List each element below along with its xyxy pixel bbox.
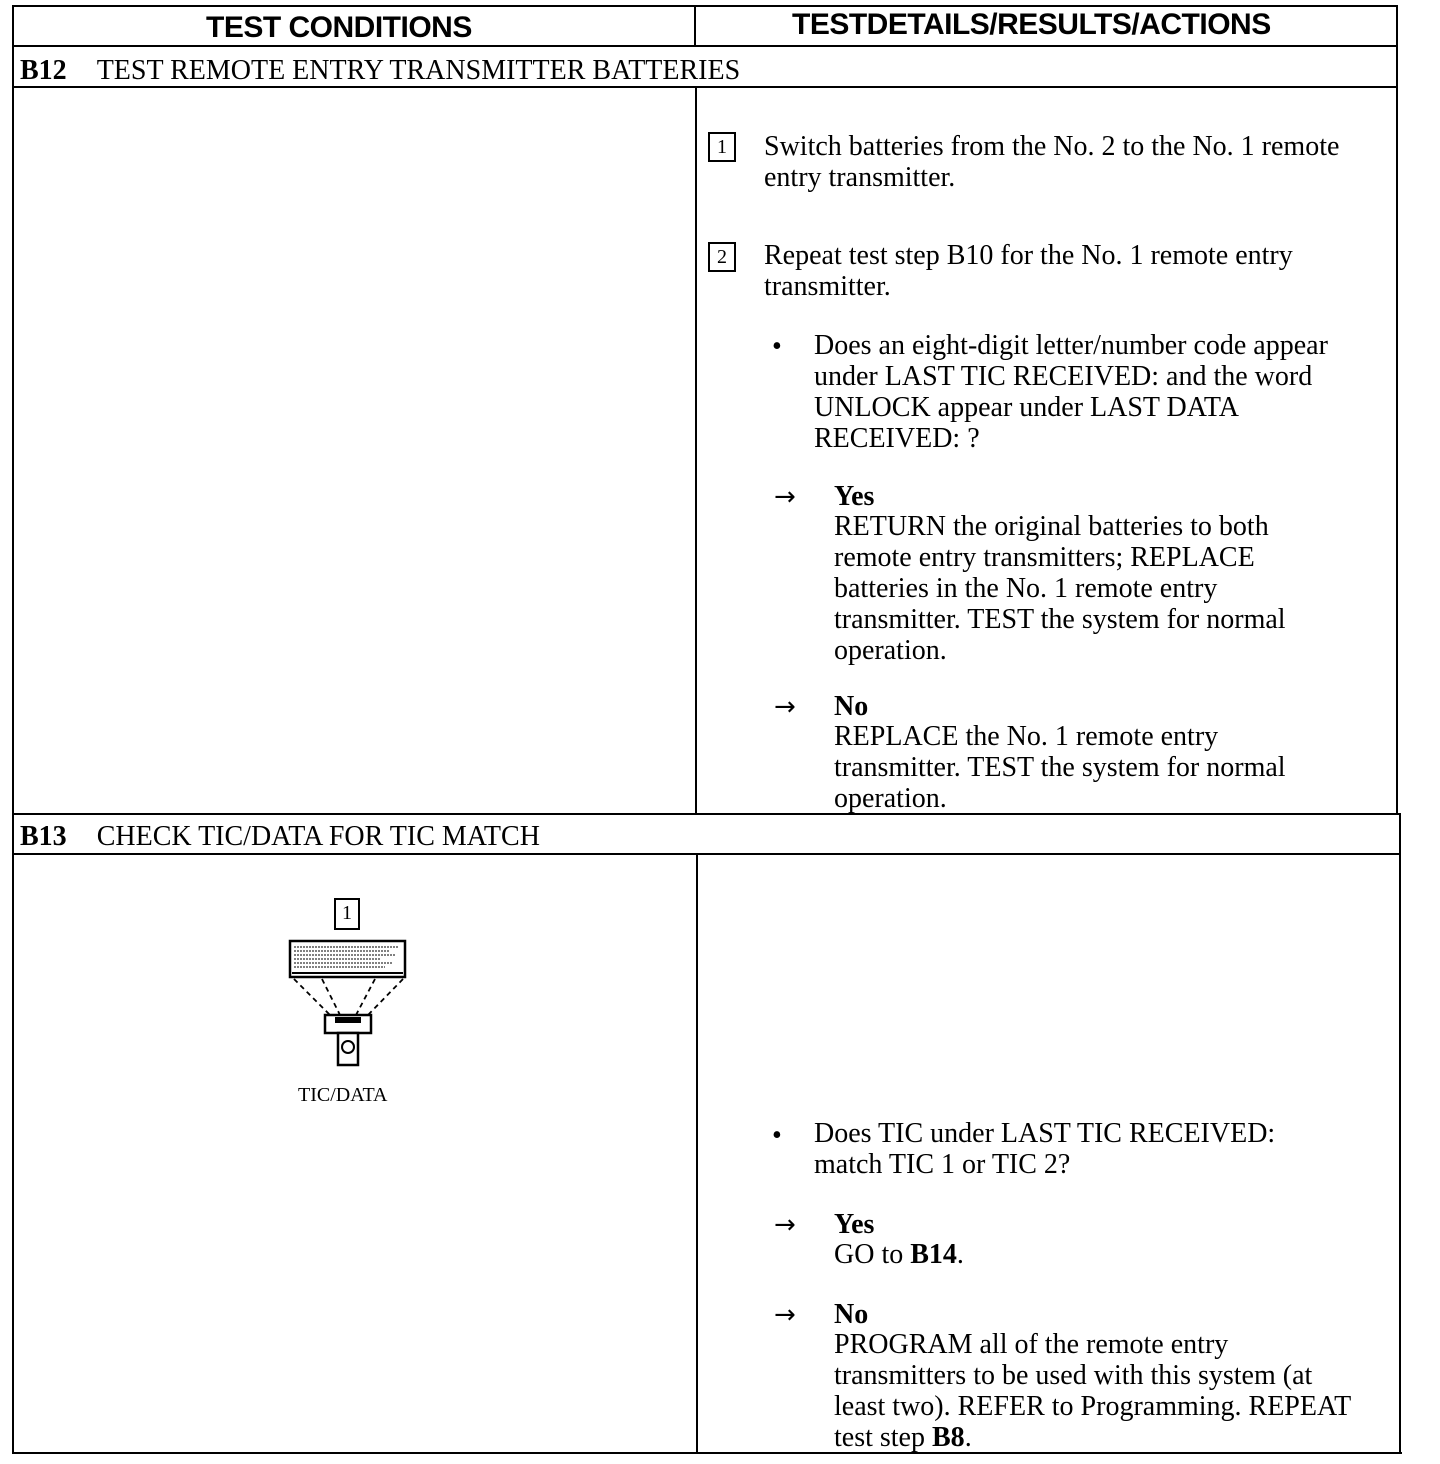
b13-yes-label: Yes bbox=[834, 1209, 875, 1240]
column-divider-b13 bbox=[696, 853, 698, 1454]
b12-yes-text: RETURN the original batteries to both remote entry transmitters; REPLACE batteries in the No. 1 remote entry transmitter. TEST the system for normal operation. bbox=[834, 511, 1286, 666]
b13-question-bullet: • bbox=[772, 1120, 782, 1151]
header-test-conditions: TEST CONDITIONS bbox=[206, 11, 472, 44]
b12-question-bullet: • bbox=[772, 331, 782, 362]
b13-diagram-caption: TIC/DATA bbox=[298, 1084, 388, 1106]
b12-step2-number-box: 2 bbox=[708, 242, 736, 272]
b13-no-label: No bbox=[834, 1299, 869, 1330]
column-divider-b12 bbox=[695, 86, 697, 815]
b12-no-text: REPLACE the No. 1 remote entry transmitter. TEST the system for normal operation. bbox=[834, 721, 1286, 814]
b13-title-bottom-border bbox=[12, 853, 1400, 855]
b13-section-id: B13 bbox=[20, 821, 67, 852]
b13-section-name: CHECK TIC/DATA FOR TIC MATCH bbox=[96, 821, 540, 852]
b12-step2-text: Repeat test step B10 for the No. 1 remote entry transmitter. bbox=[764, 240, 1293, 302]
b12-no-label: No bbox=[834, 691, 869, 722]
b12-no-arrow: → bbox=[774, 692, 796, 722]
b12-question-text: Does an eight-digit letter/number code appear under LAST TIC RECEIVED: and the word UNLOCK appear under LAST DATA RECEIVED: ? bbox=[814, 330, 1328, 454]
b12-yes-arrow: → bbox=[774, 482, 796, 512]
header-test-details: TESTDETAILS/RESULTS/ACTIONS bbox=[792, 8, 1271, 41]
b13-diagram-step-box: 1 bbox=[334, 898, 360, 930]
b13-question-text: Does TIC under LAST TIC RECEIVED: match TIC 1 or TIC 2? bbox=[814, 1118, 1276, 1180]
table-right-border-upper bbox=[1396, 5, 1398, 815]
b12-yes-label: Yes bbox=[834, 481, 875, 512]
column-divider-header bbox=[694, 5, 696, 47]
b12-title-bottom-border bbox=[12, 86, 1398, 88]
b13-yes-step-reference: B14 bbox=[910, 1239, 957, 1270]
b13-yes-text-prefix: GO to bbox=[834, 1239, 911, 1270]
b13-no-text-suffix: . bbox=[964, 1422, 972, 1453]
b13-no-text-prefix: PROGRAM all of the remote entry transmitters to be used with this system (at least two). REFER to Programming. REPEAT test step bbox=[834, 1329, 1351, 1453]
b13-no-step-reference: B8 bbox=[932, 1422, 965, 1453]
tic-data-tester-diagram bbox=[280, 935, 415, 1075]
tester-view-lines bbox=[294, 979, 403, 1015]
b13-yes-text-suffix: . bbox=[956, 1239, 964, 1270]
b12-step1-text: Switch batteries from the No. 2 to the No. 1 remote entry transmitter. bbox=[764, 131, 1340, 193]
b12-section-title bbox=[20, 56, 740, 86]
b13-section-title bbox=[20, 822, 540, 852]
b13-yes-arrow: → bbox=[774, 1210, 796, 1240]
table-left-border bbox=[12, 5, 14, 1454]
header-bottom-border bbox=[12, 45, 1398, 47]
b13-yes-text bbox=[834, 1239, 1354, 1270]
table-right-border-lower bbox=[1399, 813, 1401, 1454]
b13-no-arrow: → bbox=[774, 1300, 796, 1330]
b12-section-id: B12 bbox=[20, 55, 67, 86]
table-top-border bbox=[12, 5, 1398, 7]
b12-step1-number-box: 1 bbox=[708, 132, 736, 162]
b13-no-text bbox=[834, 1329, 1354, 1453]
b12-section-name: TEST REMOTE ENTRY TRANSMITTER BATTERIES bbox=[96, 55, 741, 86]
